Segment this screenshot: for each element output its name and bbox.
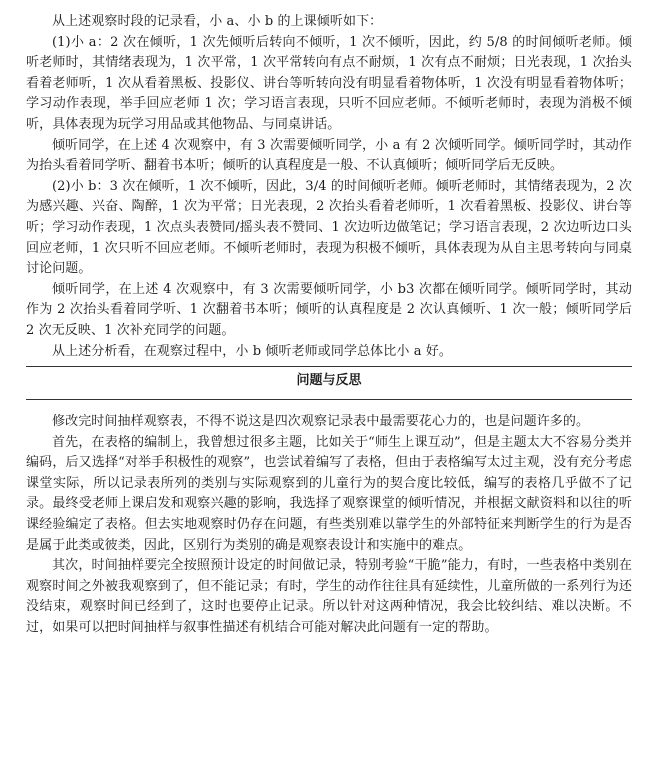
reflection-first-paragraph: 首先，在表格的编制上，我曾想过很多主题，比如关于“师生上课互动”，但是主题太大不容易分类并编码，后又选择“对举手积极性的观察”，也尝试着编写了表格，但由于表格编写太过主观，没有充分考虑课堂实际，所以记录表所列的类别与实际观察到的儿童行为的契合度比较低，编写的表格几乎做不了记录。最终受老师上课启发和观察兴趣的影响，我选择了观察课堂的倾听情况，并根据文献资料和以往的听课经验编定了表格。但去实地观察时仍存在问题，有些类别难以靠学生的外部特征来判断学生的行为是否是属于此类或彼类，因此，区别行为类别的确是观察表设计和实施中的难点。 (26, 434, 632, 553)
reflection-section (26, 412, 632, 639)
reflection-second-paragraph: 其次，时间抽样要完全按照预计设定的时间做记录，特别考验“干脆”能力，有时，一些表格中类别在观察时间之外被我观察到了，但不能记录；有时，学生的动作往往具有延续性，儿童所做的一系列行为还没结束，观察时间已经到了，这时也要停止记录。所以针对这两种情况，我会比较纠结、难以决断。不过，如果可以把时间抽样与叙事性描述有机结合可能对解决此问题有一定的帮助。 (26, 558, 632, 636)
student-b-peer-paragraph: 倾听同学，在上述 4 次观察中，有 3 次需要倾听同学，小 b3 次都在倾听同学。倾听同学时，其动作为 2 次抬头看着同学听、1 次翻着书本听；倾听的认真程度是 2 次认真倾听、1 次一般；倾听同学后 2 次无反映、1 次补充同学的问题。 (26, 281, 632, 338)
analysis-intro-paragraph: 从上述观察时段的记录看，小 a、小 b 的上课倾听如下： (52, 14, 383, 29)
student-a-teacher-paragraph: (1)小 a：2 次在倾听，1 次先倾听后转向不倾听，1 次不倾听，因此，约 5/8 的时间倾听老师。倾听老师时，其情绪表现为，1 次平常，1 次平常转向有点不耐烦，1 次有点不耐烦；日光表现，1 次抬头看着老师听，1 次从看着黑板、投影仪、讲台等听转向没有明显看着物体听，1 次没有明显看着物体听；学习动作表现，举手回应老师 1 次；学习语言表现，只听不回应老师。不倾听老师时，表现为消极不倾听，具体表现为玩学习用品或其他物品、与同桌讲话。 (26, 34, 632, 132)
analysis-section (26, 12, 632, 362)
student-a-peer-paragraph: 倾听同学，在上述 4 次观察中，有 3 次需要倾听同学，小 a 有 2 次倾听同学。倾听同学时，其动作为抬头看着同学听、翻着书本听；倾听的认真程度是一般、不认真倾听；倾听同学后无反映。 (26, 137, 632, 174)
student-b-teacher-paragraph: (2)小 b：3 次在倾听，1 次不倾听，因此，3/4 的时间倾听老师。倾听老师时，其情绪表现为，2 次为感兴趣、兴奋、陶醉，1 次为平常；日光表现，2 次抬头看着老师听，1 次看着黑板、投影仪、讲台等听；学习动作表现，1 次点头表赞同/摇头表不赞同、1 次边听边做笔记；学习语言表现，2 次边听边口头回应老师，1 次只听不回应老师。不倾听老师时，表现为积极不倾听，具体表现为从自主思考转向与同桌讨论问题。 (26, 178, 632, 277)
reflection-intro-paragraph: 修改完时间抽样观察表，不得不说这是四次观察记录表中最需要花心力的，也是问题许多的。 (52, 414, 590, 430)
section-title: 问题与反思 (296, 373, 362, 389)
spacer (26, 400, 632, 412)
analysis-conclusion-paragraph: 从上述分析看，在观察过程中，小 b 倾听老师或同学总体比小 a 好。 (52, 343, 453, 359)
